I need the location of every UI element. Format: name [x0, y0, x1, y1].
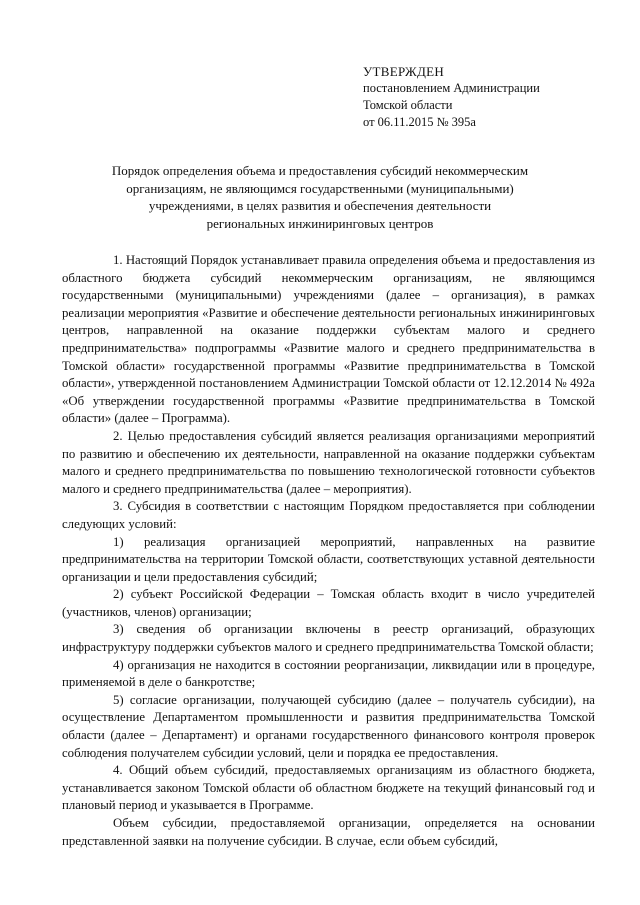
paragraph: 5) согласие организации, получающей субсидию (далее – получатель субсидии), на осуществление Департаментом промышленности и развития предпринимательства Томской области (далее – Департамент) и органами государственного финансового контроля проверок соблюдения получателем субсидии условий, цели и порядка ее предоставления.	[62, 692, 595, 760]
paragraph: 4) организация не находится в состоянии реорганизации, ликвидации или в процедуре, применяемой в деле о банкротстве;	[62, 657, 595, 690]
paragraph: 2. Целью предоставления субсидий является реализация организациями мероприятий по развитию и обеспечению их деятельности, направленной на оказание поддержки субъектам малого и среднего предпринимательства по повышению технологической готовности субъектов малого и среднего предпринимательства (далее – мероприятия).	[62, 428, 595, 496]
approval-heading: УТВЕРЖДЕН	[363, 64, 445, 79]
paragraph: 1) реализация организацией мероприятий, направленных на развитие предпринимательства на территории Томской области, соответствующих уставной деятельности организации и цели предоставления субсидий;	[62, 534, 595, 584]
approval-stamp	[363, 63, 540, 131]
approval-date-line: от 06.11.2015 № 395а	[363, 115, 476, 129]
paragraph: 2) субъект Российской Федерации – Томская область входит в число учредителей (участников, членов) организации;	[62, 587, 595, 619]
approval-line: постановлением Администрации	[363, 81, 540, 95]
document-body	[62, 252, 595, 850]
title-line: региональных инжиниринговых центров	[206, 215, 434, 231]
title-line: учреждениями, в целях развития и обеспечения деятельности	[148, 198, 492, 213]
paragraph: 1. Настоящий Порядок устанавливает правила определения объема и предоставления из областного бюджета субсидий некоммерческим организациям, не являющимся государственными (муниципальными) учреждениями (далее – организация), в рамках реализации мероприятия «Развитие и обеспечение деятельности региональных инжиниринговых центров, направленной на оказание поддержки субъектам малого и среднего предпринимательства» подпрограммы «Развитие малого и среднего предпринимательства в Томской области» государственной программы «Развитие предпринимательства в Томской области», утвержденной постановлением Администрации Томской области от 12.12.2014 № 492а «Об утверждении государственной программы «Развитие предпринимательства в Томской области» (далее – Программа).	[62, 253, 595, 426]
paragraph: 3. Субсидия в соответствии с настоящим Порядком предоставляется при соблюдении следующих условий:	[62, 499, 595, 531]
paragraph: 4. Общий объем субсидий, предоставляемых организациям из областного бюджета, устанавливается законом Томской области об областном бюджете на текущий финансовый год и плановый период и указывается в Программе.	[62, 763, 595, 813]
approval-line: Томской области	[363, 98, 453, 112]
paragraph: Объем субсидии, предоставляемой организации, определяется на основании представленной заявки на получение субсидии. В случае, если объем субсидий,	[62, 816, 595, 848]
paragraph: 3) сведения об организации включены в реестр организаций, образующих инфраструктуру поддержки субъектов малого и среднего предпринимательства Томской области;	[62, 622, 595, 655]
title-line: организациям, не являющимся государственными (муниципальными)	[126, 180, 514, 196]
title-line: Порядок определения объема и предоставления субсидий некоммерческим	[111, 163, 529, 178]
document-title	[62, 162, 578, 232]
